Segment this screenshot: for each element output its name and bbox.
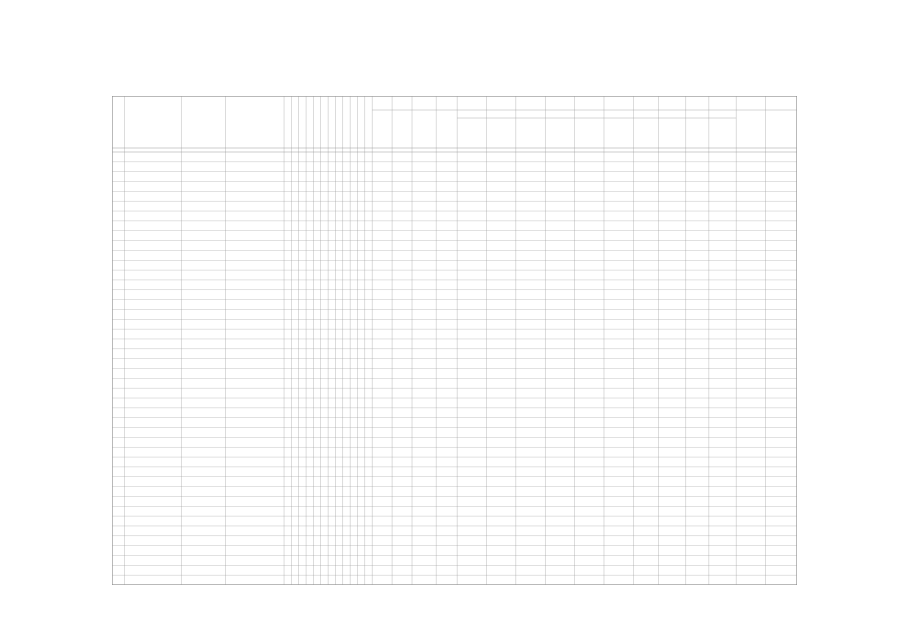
table-border xyxy=(112,96,796,584)
table-grid xyxy=(112,96,797,585)
registry-table xyxy=(112,96,797,585)
